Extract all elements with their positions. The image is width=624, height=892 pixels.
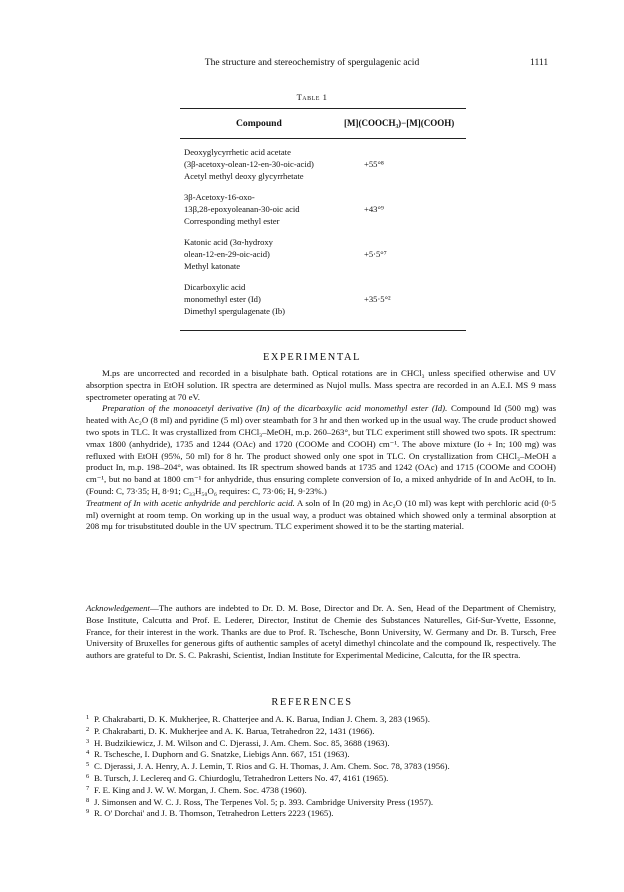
reference-number: 7 bbox=[86, 784, 90, 792]
compound-line: olean-12-en-29-oic-acid) bbox=[184, 248, 270, 259]
list-item bbox=[86, 726, 556, 738]
reference-number: 4 bbox=[86, 749, 90, 757]
reference-text: H. Budzikiewicz, J. M. Wilson and C. Djerassi, J. Am. Chem. Soc. 85, 3688 (1963). bbox=[94, 737, 390, 748]
reference-text: B. Tursch, J. Leclereq and G. Chiurdoglu, Tetrahedron Letters No. 47, 4161 (1965). bbox=[94, 772, 389, 783]
running-title: The structure and stereochemistry of spergulagenic acid bbox=[204, 57, 420, 68]
list-item bbox=[86, 785, 556, 797]
experimental-heading: EXPERIMENTAL bbox=[262, 352, 362, 363]
reference-number: 8 bbox=[86, 796, 90, 804]
reference-number: 3 bbox=[86, 737, 90, 745]
reference-number: 5 bbox=[86, 761, 90, 769]
reference-text: F. E. King and J. W. W. Morgan, J. Chem. Soc. 4738 (1960). bbox=[94, 784, 307, 795]
list-item bbox=[86, 738, 556, 750]
rotation-value: +5·5°⁷ bbox=[364, 249, 387, 259]
rotation-value: +55°⁸ bbox=[364, 159, 384, 169]
experimental-paragraph bbox=[86, 498, 556, 533]
table-header-value: [M](COOCH₃)−[M](COOH) bbox=[344, 118, 455, 128]
table-row bbox=[184, 192, 300, 227]
reference-number: 2 bbox=[86, 725, 90, 733]
acknowledgement-text: —The authors are indebted to Dr. D. M. Bose, Director and Dr. A. Sen, Head of the Department of Chemistry, Bose Institute, Calcutta and Prof. E. Lederer, Director, Institut de Chemie des Substances Naturelles, Gif-Sur-Yvette, Essonne, France, for their interest in the work. Thanks are due to Prof. R. Tschesche, Bonn University, W. Germany and Dr. B. Tursch, Free University of Bruxelles for generous gifts of authentic samples of acetyl dimethyl chincolate and the compound Ik, respectively. The authors are grateful to Dr. S. C. Pakrashi, Scientist, Indian Institute for Experimental Medicine, Calcutta, for the IR spectra. bbox=[86, 603, 556, 661]
reference-text: P. Chakrabarti, D. K. Mukherjee, R. Chatterjee and A. K. Barua, Indian J. Chem. 3, 283 (1965). bbox=[94, 714, 430, 724]
compound-line: Corresponding methyl ester bbox=[184, 215, 280, 226]
reference-number: 9 bbox=[86, 808, 90, 816]
reference-text: R. Tschesche, I. Duphorn and G. Snatzke, Liebigs Ann. 667, 151 (1963). bbox=[94, 749, 350, 760]
reference-number: 6 bbox=[86, 772, 90, 780]
list-item bbox=[86, 714, 556, 726]
references-heading: REFERENCES bbox=[271, 697, 353, 708]
reference-text: C. Djerassi, J. A. Henry, A. J. Lemin, T. Rios and G. H. Thomas, J. Am. Chem. Soc. 78, 3783 (1956). bbox=[94, 761, 450, 772]
reference-text: R. O' Dorchai' and J. B. Thomson, Tetrahedron Letters 2223 (1965). bbox=[94, 808, 334, 819]
references-list bbox=[86, 714, 556, 820]
table-header-rule bbox=[180, 138, 466, 139]
acknowledgement bbox=[86, 603, 556, 662]
compound-line: 3β-Acetoxy-16-oxo- bbox=[184, 192, 255, 202]
experimental-paragraph: M.ps are uncorrected and recorded in a bisulphate bath. Optical rotations are in CHCl₃ unless specified otherwise and UV absorption spectra in EtOH solution. IR spectra are determined as Nujol mulls. Mass spectra are recorded in an A.E.I. MS 9 mass spectrometer operating at 70 eV. bbox=[86, 368, 556, 402]
reference-text: J. Simonsen and W. C. J. Ross, The Terpenes Vol. 5; p. 393. Cambridge University Press (1957). bbox=[94, 796, 434, 807]
compound-line: Methyl katonate bbox=[184, 260, 241, 271]
compound-line: Deoxyglycyrrhetic acid acetate bbox=[184, 147, 291, 157]
table-row bbox=[184, 282, 285, 317]
list-item bbox=[86, 749, 556, 761]
compound-line: Acetyl methyl deoxy glycyrrhetate bbox=[184, 170, 304, 181]
compound-line: (3β-acetoxy-olean-12-en-30-oic-acid) bbox=[184, 158, 314, 169]
paragraph-text: Compound Id (500 mg) was heated with Ac₂O (8 ml) and pyridine (5 ml) over steambath for 3 hr and then worked up in the usual way. The crude product showed two spots in TLC. It was crystallized from CHCl₃–MeOH, m.p. 260–263°, but TLC experiment still showed two spots. IR spectrum: νmax 1800 (anhydride), 1735 and 1244 (OAc) and 1720 (COOMe and COOH) cm⁻¹. The above mixture (Io + In; 100 mg) was refluxed with EtOH (95%, 50 ml) for 8 hr. The product showed only one spot in TLC. On crystallization from CHCl₃–MeOH a product In, m.p. 198–204°, was obtained. Its IR spectrum showed bands at 1735 and 1242 (OAc) and 1715 (COOMe and COOH) cm⁻¹, but no band at 1800 cm⁻¹ for anhydride, thus ensuring complete conversion of Io, a mixed anhydride of In and AcOH, to In. (Found: C, 73·35; H, 8·91; C₃₃H₅₀O₆ requires: C, 73·06; H, 9·23%.) bbox=[86, 403, 557, 496]
experimental-section bbox=[86, 368, 556, 533]
compound-line: Katonic acid (3α-hydroxy bbox=[184, 237, 273, 247]
paragraph-title: Preparation of the monoacetyl derivative (In) of the dicarboxylic acid monomethyl ester (Id). bbox=[102, 403, 448, 414]
compound-line: monomethyl ester (Id) bbox=[184, 293, 261, 304]
paragraph-text: A soln of In (20 mg) in Ac₂O (10 ml) was kept with perchloric acid (0·5 ml) overnight at room temp. On working up in the usual way, a product was obtained which showed only a terminal absorption at 208 mμ for trisubstituted double in the UV spectrum. TLC experiment showed it to be the starting material. bbox=[86, 497, 556, 532]
compound-line: Dicarboxylic acid bbox=[184, 282, 246, 292]
table-top-rule bbox=[180, 108, 466, 109]
paragraph-title: Treatment of In with acetic anhydride and perchloric acid. bbox=[86, 497, 295, 508]
reference-text: P. Chakrabarti, D. K. Mukherjee and A. K. Barua, Tetrahedron 22, 1431 (1966). bbox=[94, 725, 375, 736]
list-item bbox=[86, 797, 556, 809]
list-item bbox=[86, 773, 556, 785]
table-header-compound: Compound bbox=[236, 118, 282, 129]
acknowledgement-title: Acknowledgement bbox=[86, 603, 150, 613]
table-row bbox=[184, 237, 273, 272]
compound-line: Dimethyl spergulagenate (Ib) bbox=[184, 305, 286, 316]
rotation-value: +43°⁹ bbox=[364, 204, 384, 214]
experimental-paragraph bbox=[86, 403, 556, 497]
page-number: 1111 bbox=[530, 57, 549, 68]
list-item bbox=[86, 761, 556, 773]
table-bottom-rule bbox=[180, 330, 466, 331]
list-item bbox=[86, 808, 556, 820]
table-label: Table 1 bbox=[296, 92, 328, 102]
table-row bbox=[184, 147, 314, 182]
reference-number: 1 bbox=[86, 714, 90, 721]
compound-line: 13β,28-epoxyoleanan-30-oic acid bbox=[184, 203, 300, 214]
rotation-value: +35·5°² bbox=[364, 294, 391, 304]
